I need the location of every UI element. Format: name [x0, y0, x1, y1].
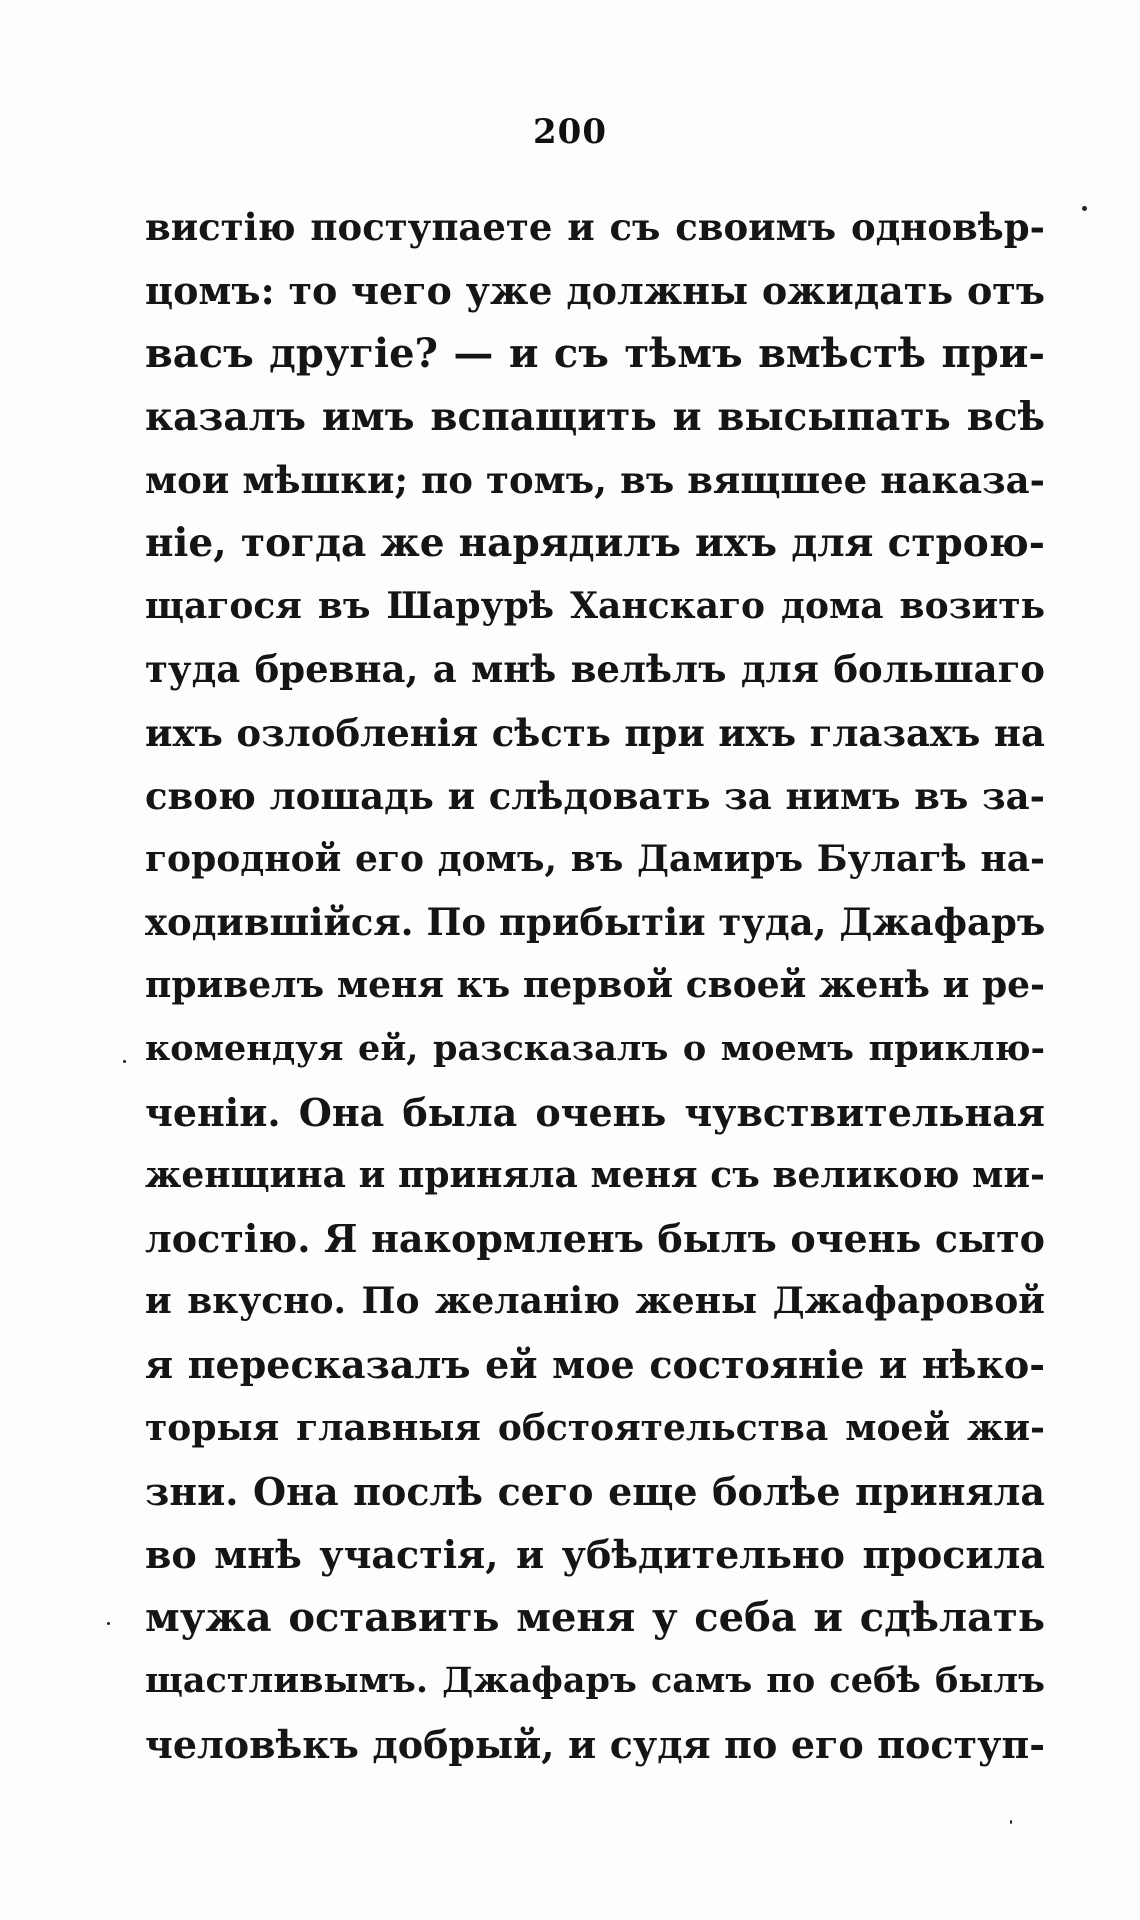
text-line: ихъ озлобленія сѣсть при ихъ глазахъ на: [145, 710, 1045, 755]
print-speck: [1010, 1820, 1012, 1824]
text-line: мужа оставить меня у себа и сдѣлать: [145, 1594, 1045, 1642]
text-line: человѣкъ добрый, и судя по его поступ-: [145, 1721, 1045, 1767]
page-number: 200: [533, 112, 607, 152]
text-line: мои мѣшки; по томъ, въ вящшее наказа-: [145, 457, 1045, 502]
text-line: вистію поступаете и съ своимъ одновѣр-: [145, 205, 1045, 249]
body-text: [145, 196, 1045, 1776]
text-line: я пересказалъ ей мое состояніе и нѣко-: [145, 1342, 1045, 1388]
text-line: цомъ: то чего уже должны ожидать отъ: [145, 268, 1045, 314]
print-speck: [1082, 206, 1087, 211]
text-line: туда бревна, а мнѣ велѣлъ для большаго: [145, 647, 1045, 692]
text-line: щастливымъ. Джафаръ самъ по себѣ былъ: [145, 1660, 1045, 1702]
text-line: городной его домъ, въ Дамиръ Булагѣ на-: [145, 837, 1045, 880]
text-line: женщина и приняла меня съ великою ми-: [145, 1153, 1045, 1196]
text-line: васъ другіе? — и съ тѣмъ вмѣстѣ при-: [145, 330, 1045, 378]
text-line: ходившійся. По прибытіи туда, Джафаръ: [145, 900, 1045, 945]
text-line: казалъ имъ вспащить и высыпать всѣ: [145, 393, 1045, 440]
text-line: щагося въ Шарурѣ Ханскаго дома возить: [145, 585, 1045, 628]
text-line: торыя главныя обстоятельства моей жи-: [145, 1406, 1045, 1449]
text-line: ніе, тогда же нарядилъ ихъ для строю-: [145, 519, 1045, 566]
text-line: ченіи. Она была очень чувствительная: [145, 1089, 1045, 1135]
print-speck: [107, 1622, 110, 1625]
text-line: привелъ меня къ первой своей женѣ и ре-: [145, 964, 1045, 1007]
text-line: зни. Она послѣ сего еще болѣе приняла: [145, 1468, 1045, 1514]
text-line: лостію. Я накормленъ былъ очень сыто: [145, 1216, 1045, 1261]
text-line: и вкусно. По желанію жены Джафаровой: [145, 1280, 1045, 1323]
print-speck: [123, 1060, 126, 1063]
text-line: комендуя ей, разсказалъ о моемъ приклю-: [145, 1028, 1045, 1070]
text-line: свою лошадь и слѣдовать за нимъ въ за-: [145, 773, 1045, 818]
text-line: во мнѣ участія, и убѣдительно просила: [145, 1531, 1045, 1577]
